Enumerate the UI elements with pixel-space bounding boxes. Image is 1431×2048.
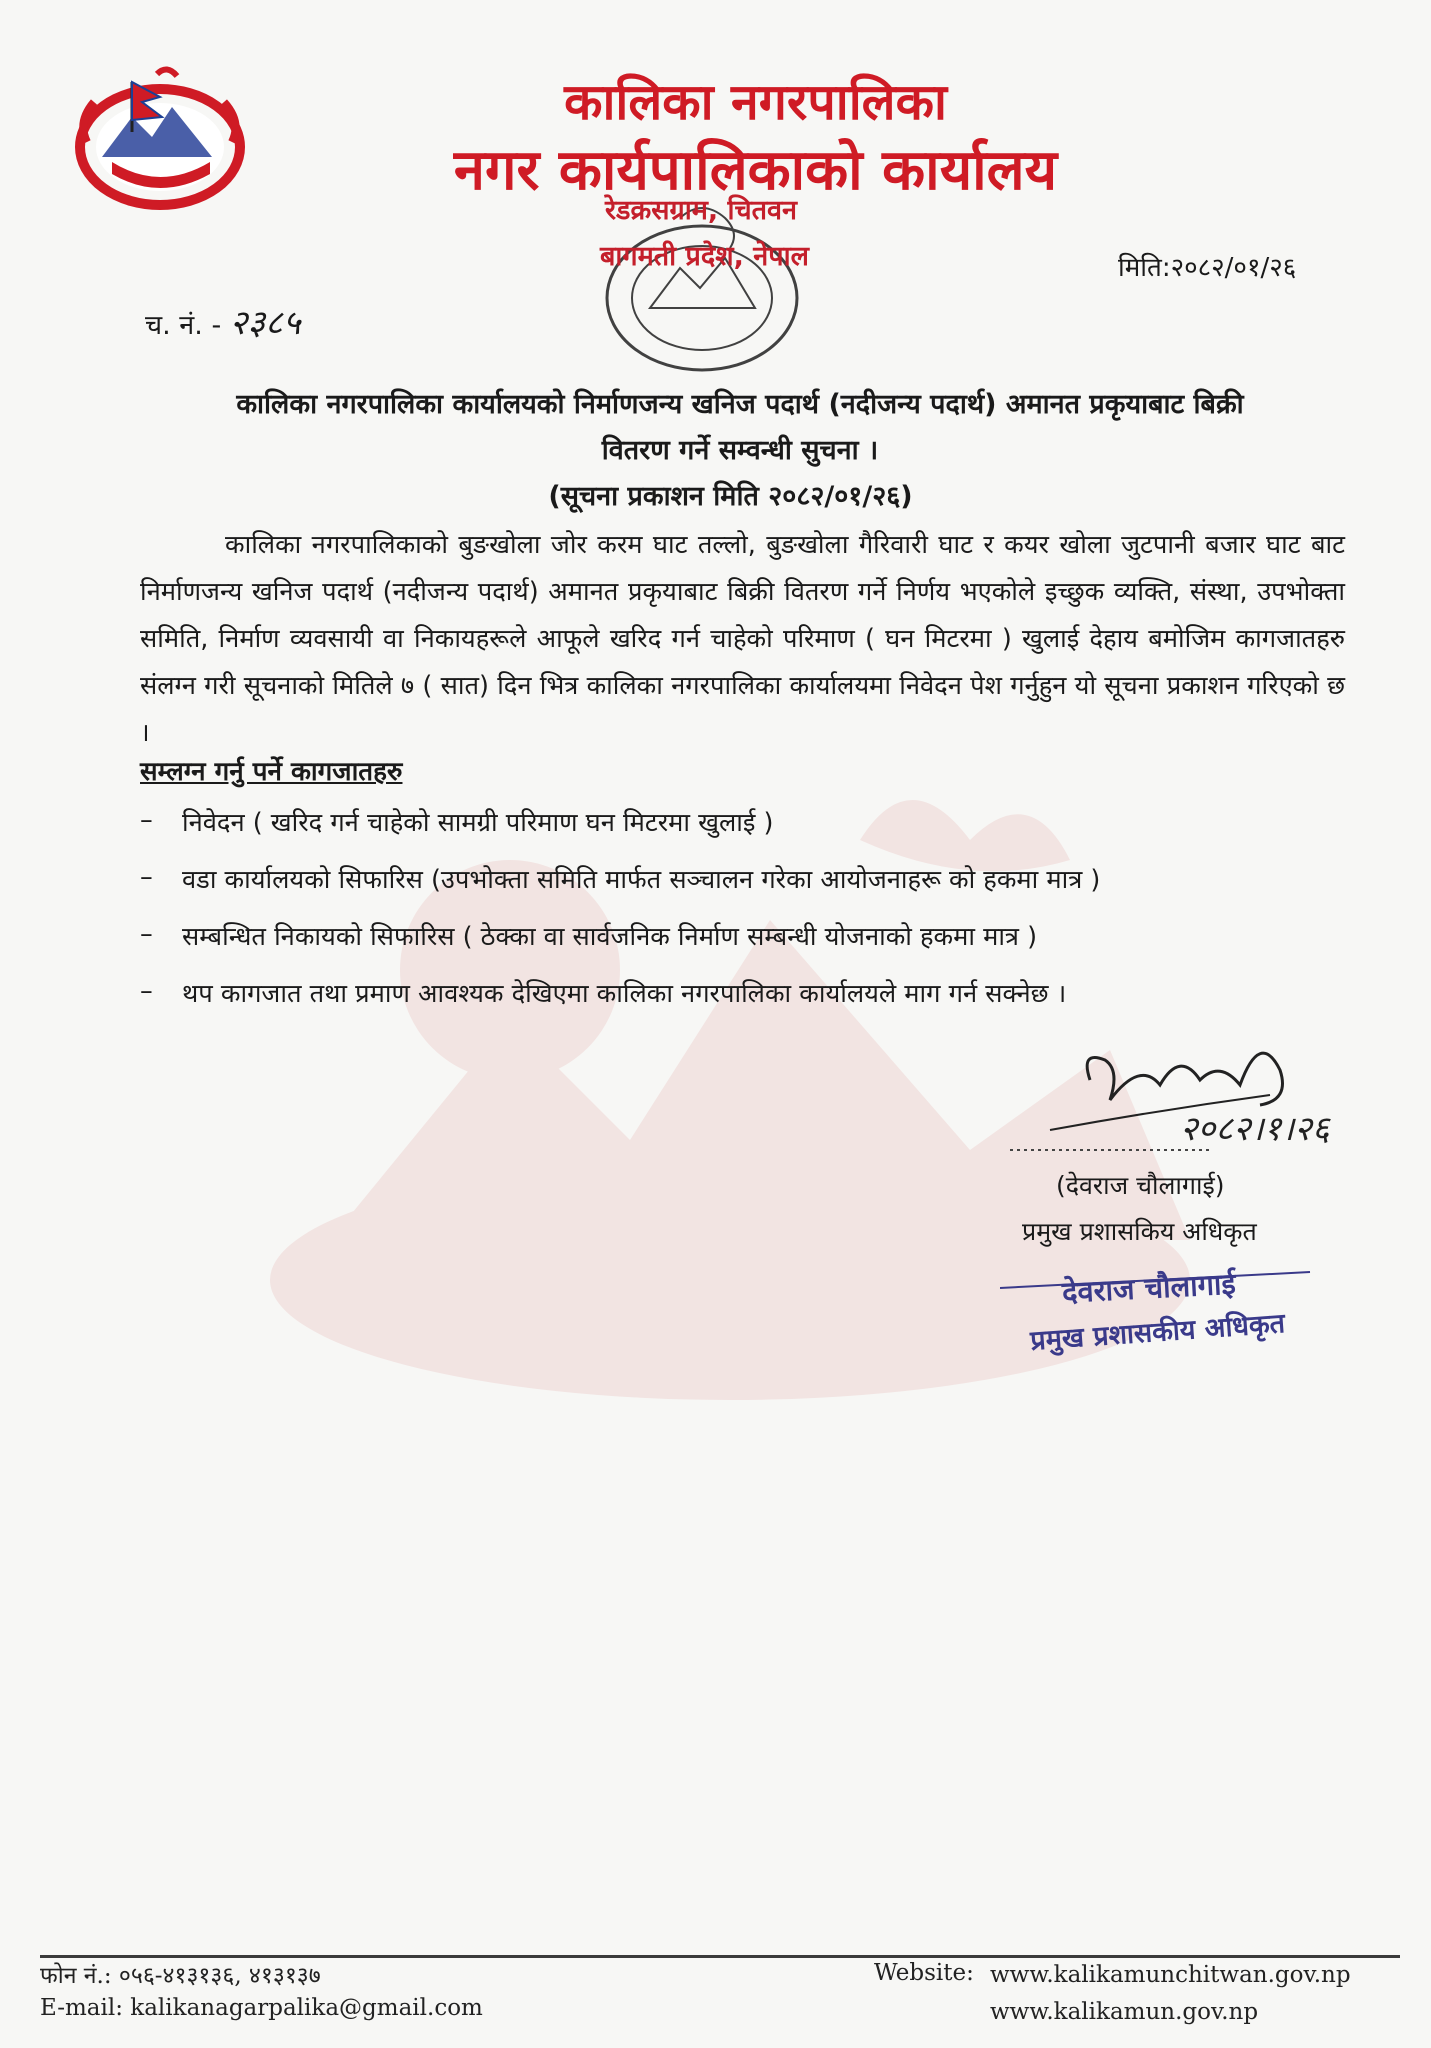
stamp-title: प्रमुख प्रशासकीय अधिकृत (1029, 1308, 1287, 1357)
footer-email: E-mail: kalikanagarpalika@gmail.com (40, 1995, 483, 2021)
subject-line1: कालिका नगरपालिका कार्यालयको निर्माणजन्य खनिज पदार्थ (नदीजन्य पदार्थ) अमानत प्रकृयाबाट बिक्री (236, 389, 1244, 420)
bullet-dash: – (140, 919, 153, 949)
footer-website-1: www.kalikamunchitwan.gov.np (990, 1962, 1351, 1988)
reference-value: २३८५ (229, 303, 301, 343)
list-item-text: थप कागजात तथा प्रमाण आवश्यक देखिएमा कालिका नगरपालिका कार्यालयले माग गर्न सक्नेछ । (182, 979, 1067, 1009)
list-item (140, 919, 1290, 976)
bullet-dash: – (140, 862, 153, 892)
signer-name: (देवराज चौलागाई) (1056, 1171, 1225, 1200)
org-name: कालिका नगरपालिका (564, 73, 947, 131)
stamp-name: देवराज चौलागाई (1061, 1266, 1237, 1310)
footer-website-label: Website: (874, 1960, 974, 1986)
letter-date: मिति:२०८२/०१/२६ (1118, 253, 1297, 283)
list-item-text: सम्बन्धित निकायको सिफारिस ( ठेक्का वा सार्वजनिक निर्माण सम्बन्धी योजनाको हकमा मात्र ) (182, 922, 1038, 952)
reference-label: च. नं. - (145, 310, 222, 341)
notice-paragraph (140, 522, 1345, 757)
office-name: नगर कार्यपालिकाको कार्यालय (453, 138, 1058, 203)
list-item-text: वडा कार्यालयको सिफारिस (उपभोक्ता समिति मार्फत सञ्चालन गरेका आयोजनाहरू को हकमा मात्र ) (182, 865, 1101, 895)
publication-date: (सूचना प्रकाशन मिति २०८२/०१/२६) (548, 481, 913, 512)
signer-title: प्रमुख प्रशासकिय अधिकृत (1022, 1217, 1257, 1246)
list-item (140, 862, 1290, 919)
signature-date: २०८२।१।२६ (1180, 1109, 1330, 1149)
footer-website-2: www.kalikamun.gov.np (990, 1999, 1259, 2025)
address-line2: बागमती प्रदेश, नेपाल (600, 241, 809, 272)
bullet-dash: – (140, 805, 153, 835)
list-item (140, 805, 1290, 862)
handwritten-signature (1010, 990, 1370, 1190)
subject-line2: वितरण गर्ने सम्वन्धी सुचना । (601, 435, 879, 466)
address-line1: रेडक्रसग्राम, चितवन (605, 195, 798, 226)
reference-number (145, 298, 301, 344)
list-item-text: निवेदन ( खरिद गर्न चाहेको सामग्री परिमाण घन मिटरमा खुलाई ) (182, 808, 774, 838)
footer-phone: फोन नं.: ०५६-४१३१३६, ४१३१३७ (40, 1963, 321, 1989)
attachments-heading: सम्लग्न गर्नु पर्ने कागजातहरु (140, 757, 403, 787)
bullet-dash: – (140, 976, 153, 1006)
notice-paragraph-text: कालिका नगरपालिकाको बुङखोला जोर करम घाट तल्लो, बुङखोला गैरिवारी घाट र कयर खोला जुटपानी बजार घाट बाट निर्माणजन्य खनिज पदार्थ (नदीजन्य पदार्थ) अमानत प्रकृयाबाट बिक्री वितरण गर्ने निर्णय भएकोले इच्छुक व्यक्ति, संस्था, उपभोक्ता समिति, निर्माण व्यवसायी वा निकायहरूले आफूले खरिद गर्न चाहेको परिमाण ( घन मिटरमा ) खुलाई देहाय बमोजिम कागजातहरु संलग्न गरी सूचनाको मितिले ७ ( सात) दिन भित्र कालिका नगरपालिका कार्यालयमा निवेदन पेश गर्नुहुन यो सूचना प्रकाशन गरिएको छ । (140, 530, 1345, 748)
